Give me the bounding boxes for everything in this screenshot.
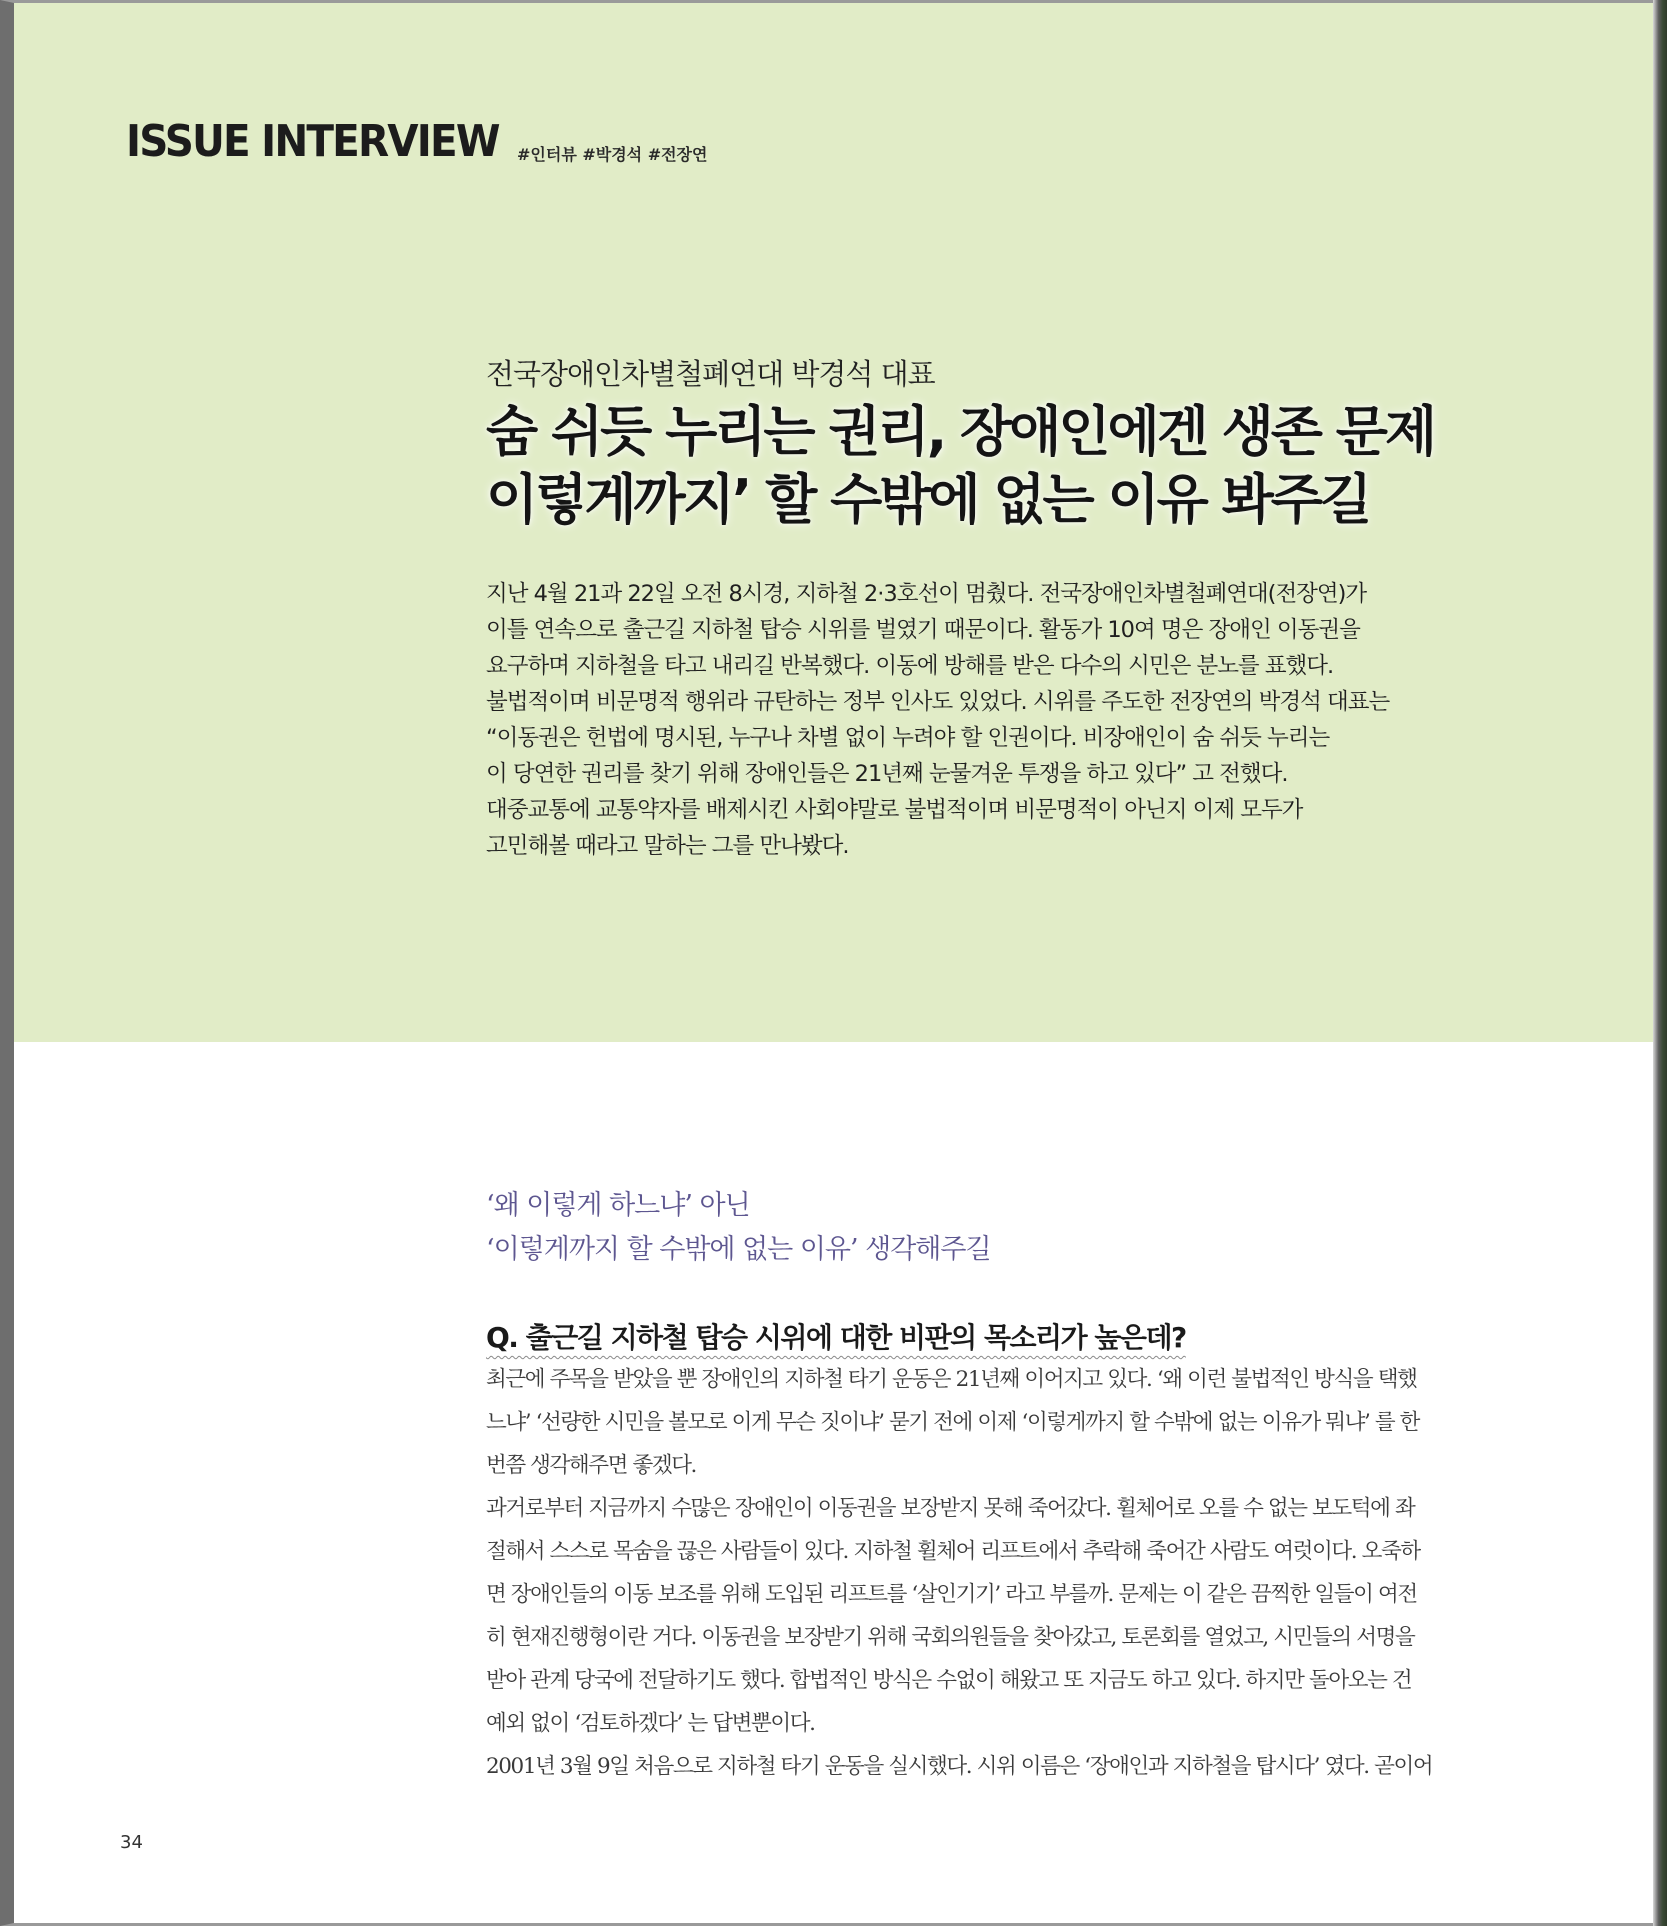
section-label: ISSUE INTERVIEW — [126, 116, 499, 167]
lead-line: 이틀 연속으로 출근길 지하철 탑승 시위를 벌였기 때문이다. 활동가 10여 명은 장애인 이동권을 — [486, 617, 1360, 643]
body-line: 과거로부터 지금까지 수많은 장애인이 이동권을 보장받지 못해 죽어갔다. 휠체어로 오를 수 없는 보도턱에 좌 — [486, 1496, 1415, 1521]
lead-line: 불법적이며 비문명적 행위라 규탄하는 정부 인사도 있었다. 시위를 주도한 전장연의 박경석 대표는 — [486, 689, 1390, 715]
pull-quote-line: ‘이렇게까지 할 수밖에 없는 이유’ 생각해주길 — [486, 1234, 991, 1265]
lead-line: 이 당연한 권리를 찾기 위해 장애인들은 21년째 눈물겨운 투쟁을 하고 있다” 고 전했다. — [486, 761, 1288, 787]
headline-line: 이렇게까지’ 할 수밖에 없는 이유 봐주길 — [486, 468, 1370, 531]
article-headline — [486, 398, 1546, 534]
lead-line: “이동권은 헌법에 명시된, 누구나 차별 없이 누려야 할 인권이다. 비장애인이 숨 쉬듯 누리는 — [486, 725, 1330, 751]
body-line: 예외 없이 ‘검토하겠다’ 는 답변뿐이다. — [486, 1711, 815, 1736]
body-line: 받아 관계 당국에 전달하기도 했다. 합법적인 방식은 수없이 해왔고 또 지금도 하고 있다. 하지만 돌아오는 건 — [486, 1668, 1412, 1693]
body-line: 히 현재진행형이란 거다. 이동권을 보장받기 위해 국회의원들을 찾아갔고, 토론회를 열었고, 시민들의 서명을 — [486, 1625, 1415, 1650]
body-line: 느냐’ ‘선량한 시민을 볼모로 이게 무슨 짓이냐’ 묻기 전에 이제 ‘이렇게까지 할 수밖에 없는 이유가 뭐냐’ 를 한 — [486, 1410, 1420, 1435]
lead-line: 지난 4월 21과 22일 오전 8시경, 지하철 2·3호선이 멈췄다. 전국장애인차별철폐연대(전장연)가 — [486, 581, 1367, 607]
article-subtitle: 전국장애인차별철폐연대 박경석 대표 — [486, 357, 935, 391]
headline-line: 숨 쉬듯 누리는 권리, 장애인에겐 생존 문제 — [486, 400, 1435, 463]
body-line: 면 장애인들의 이동 보조를 위해 도입된 리프트를 ‘살인기기’ 라고 부를까. 문제는 이 같은 끔찍한 일들이 여전 — [486, 1582, 1417, 1607]
pull-quote — [486, 1184, 991, 1272]
lead-line: 요구하며 지하철을 타고 내리길 반복했다. 이동에 방해를 받은 다수의 시민은 분노를 표했다. — [486, 653, 1334, 679]
interview-question: Q. 출근길 지하철 탑승 시위에 대한 비판의 목소리가 높은데? — [486, 1321, 1186, 1354]
pull-quote-line: ‘왜 이렇게 하느냐’ 아닌 — [486, 1190, 750, 1221]
page-number: 34 — [120, 1832, 143, 1853]
hashtags: #인터뷰 #박경석 #전장연 — [517, 145, 708, 164]
body-line: 절해서 스스로 목숨을 끊은 사람들이 있다. 지하철 휠체어 리프트에서 추락해 죽어간 사람도 여럿이다. 오죽하 — [486, 1539, 1420, 1564]
lead-line: 고민해볼 때라고 말하는 그를 만나봤다. — [486, 833, 849, 859]
page-right-edge — [1653, 0, 1667, 1926]
body-line: 2001년 3월 9일 처음으로 지하철 타기 운동을 실시했다. 시위 이름은 ‘장애인과 지하철을 탑시다’ 였다. 곧이어 — [486, 1754, 1433, 1779]
article-body — [486, 1358, 1496, 1788]
body-line: 최근에 주목을 받았을 뿐 장애인의 지하철 타기 운동은 21년째 이어지고 있다. ‘왜 이런 불법적인 방식을 택했 — [486, 1367, 1417, 1392]
body-line: 번쯤 생각해주면 좋겠다. — [486, 1453, 696, 1478]
lead-line: 대중교통에 교통약자를 배제시킨 사회야말로 불법적이며 비문명적이 아닌지 이제 모두가 — [486, 797, 1303, 823]
article-lead — [486, 576, 1486, 864]
